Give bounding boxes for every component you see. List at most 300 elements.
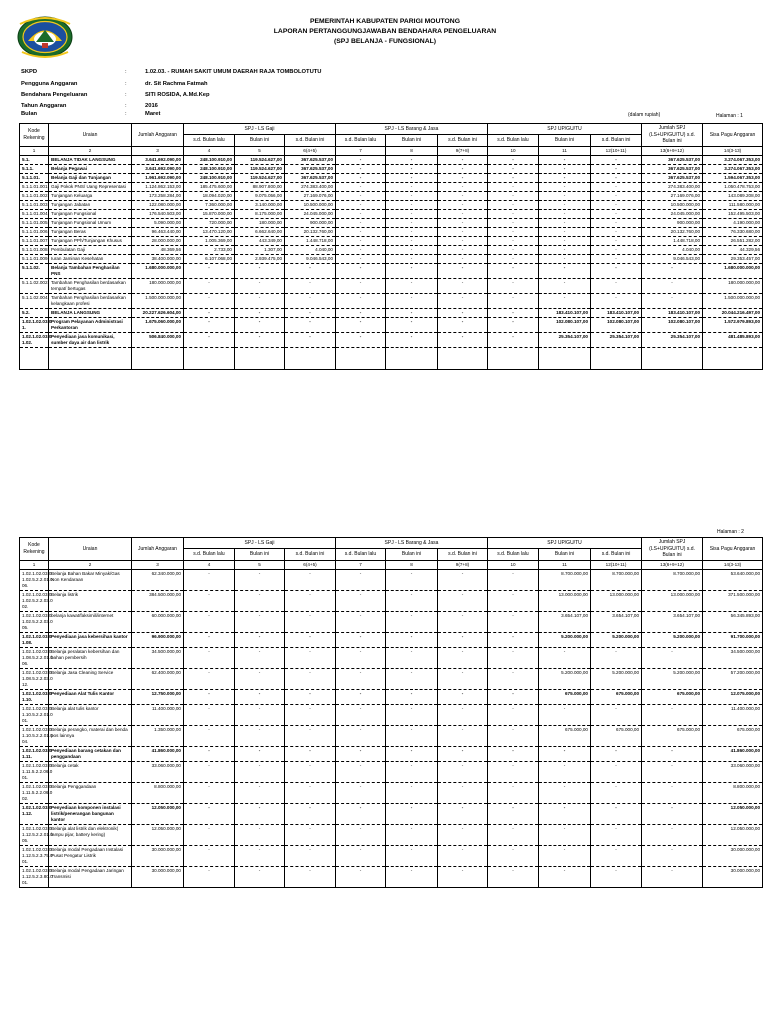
cell-amount: - [235, 726, 285, 747]
cell-amount: - [488, 690, 539, 705]
cell-amount: - [386, 633, 438, 648]
cell-amount: 5.200.000,00 [591, 633, 642, 648]
cell-amount: - [438, 165, 488, 174]
cell-amount: 119.524.627,00 [235, 174, 285, 183]
cell-amount: - [336, 648, 386, 669]
cell-kode: 5.1.1. [20, 165, 49, 174]
column-number: 6(4+5) [285, 146, 336, 156]
cell-amount: - [539, 825, 591, 846]
cell-amount: 481.485.893,00 [703, 333, 763, 348]
header-bulan-ini: Bulan ini [386, 135, 438, 146]
table-row [20, 264, 763, 279]
cell-amount: - [336, 762, 386, 783]
cell-amount: 30.000.000,00 [132, 867, 184, 888]
meta-colon: : [125, 92, 127, 98]
cell-amount: - [336, 183, 386, 192]
cell-amount: - [488, 219, 539, 228]
cell-uraian: Belanja alat tulis kantor [49, 705, 132, 726]
cell-amount: - [539, 762, 591, 783]
cell-amount: 3.654.107,00 [591, 612, 642, 633]
spj-table-page-1-body [20, 156, 763, 370]
cell-amount: - [386, 867, 438, 888]
cell-amount: - [386, 183, 438, 192]
header-anggaran: Jumlah Anggaran [132, 538, 184, 561]
cell-amount: - [386, 690, 438, 705]
column-number: 2 [49, 146, 132, 156]
heading-report-subtitle: (SPJ BELANJA - FUNGSIONAL) [333, 38, 437, 45]
cell-amount: - [184, 867, 235, 888]
cell-amount: - [184, 294, 235, 309]
cell-kode: 5.1. [20, 156, 49, 165]
cell-amount: 1.500.000.000,00 [703, 294, 763, 309]
cell-uraian: Tunjangan Jabatan [49, 201, 132, 210]
table-row [20, 219, 763, 228]
column-number: 3 [132, 560, 184, 570]
column-number: 3 [132, 146, 184, 156]
cell-amount: 248.100.910,00 [184, 156, 235, 165]
cell-amount: - [438, 690, 488, 705]
cell-amount: 8.700.000,00 [642, 570, 703, 591]
cell-kode: 5.2. [20, 309, 49, 318]
cell-amount: - [235, 591, 285, 612]
cell-amount: - [386, 726, 438, 747]
table-row [20, 783, 763, 804]
cell-amount: - [235, 294, 285, 309]
cell-amount: - [642, 264, 703, 279]
cell-amount: - [386, 318, 438, 333]
cell-amount: - [438, 264, 488, 279]
table-row [20, 210, 763, 219]
cell-amount: - [336, 201, 386, 210]
cell-amount: - [235, 690, 285, 705]
cell-amount: 28.000.000,00 [132, 237, 184, 246]
cell-amount: - [285, 867, 336, 888]
cell-amount: 143.089.208,00 [703, 192, 763, 201]
cell-amount: - [336, 747, 386, 762]
cell-amount: - [386, 309, 438, 318]
cell-amount: - [591, 867, 642, 888]
table-row [20, 333, 763, 348]
cell-amount: - [591, 804, 642, 825]
empty-cell [642, 348, 703, 370]
cell-amount: 88.907.800,00 [235, 183, 285, 192]
cell-amount: - [642, 648, 703, 669]
cell-amount: - [336, 846, 386, 867]
cell-amount: 1.448.718,00 [642, 237, 703, 246]
cell-kode: 1.02.1.02.03.0 1.12.5.2.3.80.0 01. [20, 867, 49, 888]
cell-amount: - [642, 846, 703, 867]
table-row [20, 279, 763, 294]
cell-amount: 367.625.537,00 [285, 174, 336, 183]
cell-amount: - [235, 318, 285, 333]
cell-amount: - [386, 825, 438, 846]
cell-amount: 180.000.000,00 [703, 279, 763, 294]
cell-amount: - [488, 201, 539, 210]
cell-amount: - [235, 309, 285, 318]
cell-uraian: Penyediaan jasa komunikasi, sumber daya air dan listrik [49, 333, 132, 348]
cell-amount: - [488, 867, 539, 888]
cell-kode: 1.02.1.02.03.0 1.02.5.2.2.01.0 06. [20, 570, 49, 591]
cell-uraian: Belanja Bahan Bakar Minyak/Gas Non Kendaraan [49, 570, 132, 591]
cell-amount: - [438, 570, 488, 591]
meta-colon: : [125, 103, 127, 109]
header-group-gaji: SPJ - LS Gaji [184, 124, 336, 135]
cell-amount: 102.080.107,00 [642, 318, 703, 333]
cell-amount: - [386, 294, 438, 309]
heading-report-title: LAPORAN PERTANGGUNGJAWABAN BENDAHARA PENGELUARAN [273, 28, 497, 35]
cell-uraian: Belanja perangko, materai dan benda pos lainnya [49, 726, 132, 747]
header-uraian: Uraian [49, 538, 132, 561]
cell-amount: 1.448.718,00 [285, 237, 336, 246]
cell-amount: - [386, 210, 438, 219]
column-number: 7 [336, 146, 386, 156]
cell-amount: 13.470.120,00 [184, 228, 235, 237]
cell-amount: - [285, 294, 336, 309]
cell-kode: 1.02.1.02.03.0 1.10.5.2.2.01.0 01. [20, 705, 49, 726]
cell-amount: - [488, 237, 539, 246]
header-bulan-ini: Bulan ini [539, 135, 591, 146]
cell-amount: - [438, 174, 488, 183]
table-row [20, 237, 763, 246]
cell-amount: - [591, 246, 642, 255]
cell-amount: - [386, 591, 438, 612]
cell-amount: - [642, 804, 703, 825]
cell-amount: - [336, 804, 386, 825]
cell-amount: - [488, 804, 539, 825]
table-row [20, 846, 763, 867]
table-row [20, 192, 763, 201]
cell-amount: 12.750.000,00 [132, 690, 184, 705]
table-row [20, 183, 763, 192]
cell-amount: 76.330.680,00 [703, 228, 763, 237]
cell-amount: 12.050.000,00 [703, 825, 763, 846]
cell-amount: 8.800.000,00 [132, 783, 184, 804]
cell-amount: 443.349,00 [235, 237, 285, 246]
cell-amount: - [488, 192, 539, 201]
cell-amount: 10.500.000,00 [642, 201, 703, 210]
cell-amount: 2.939.475,00 [235, 255, 285, 264]
cell-uraian: Iuran Jaminan Kesehatan [49, 255, 132, 264]
meta-value: dr. Sit Rachma Fatmah [145, 81, 208, 87]
cell-amount: - [438, 210, 488, 219]
cell-amount: 20.132.760,00 [285, 228, 336, 237]
cell-amount: - [235, 804, 285, 825]
column-number: 4 [184, 146, 235, 156]
cell-amount: 33.060.000,00 [132, 762, 184, 783]
cell-amount: - [184, 726, 235, 747]
page-number-1: Halaman : 1 [716, 113, 743, 119]
cell-amount: - [184, 279, 235, 294]
cell-amount: - [539, 201, 591, 210]
cell-amount: 20.227.626.604,00 [132, 309, 184, 318]
cell-amount: - [438, 333, 488, 348]
column-number: 8 [386, 560, 438, 570]
cell-amount: 3.274.067.353,00 [703, 165, 763, 174]
cell-amount: - [539, 210, 591, 219]
cell-amount: - [642, 783, 703, 804]
cell-amount: 1.961.692.090,00 [132, 174, 184, 183]
cell-amount: 27.169.076,00 [642, 192, 703, 201]
empty-table-row [20, 348, 763, 370]
cell-uraian: Pembulatan Gaji [49, 246, 132, 255]
cell-amount: - [235, 279, 285, 294]
cell-amount: 384.500.000,00 [132, 591, 184, 612]
cell-kode: 5.1.1.01.004. [20, 210, 49, 219]
cell-amount: 41.860.000,00 [703, 747, 763, 762]
column-number: 5 [235, 146, 285, 156]
header-sd-bulan-ini: s.d. Bulan ini [285, 135, 336, 146]
cell-amount: 183.410.107,00 [539, 309, 591, 318]
cell-amount: - [591, 183, 642, 192]
cell-amount: 1.500.000.000,00 [132, 294, 184, 309]
table-row [20, 591, 763, 612]
cell-amount: - [336, 705, 386, 726]
cell-uraian: Belanja Jasa Cleaning Service [49, 669, 132, 690]
cell-amount: - [438, 762, 488, 783]
cell-amount: 274.383.400,00 [285, 183, 336, 192]
cell-amount: 3.274.067.353,00 [703, 156, 763, 165]
cell-amount: - [285, 690, 336, 705]
cell-amount: - [285, 612, 336, 633]
cell-amount: 18.094.020,00 [184, 192, 235, 201]
cell-amount: 12.050.000,00 [132, 825, 184, 846]
header-sd-bulan-lalu: s.d. Bulan lalu [336, 135, 386, 146]
cell-amount: - [438, 246, 488, 255]
cell-amount: - [488, 705, 539, 726]
empty-cell [386, 348, 438, 370]
cell-amount: - [336, 633, 386, 648]
cell-amount: 48.369,56 [132, 246, 184, 255]
cell-kode: 5.1.1.01.002. [20, 192, 49, 201]
cell-amount: - [336, 255, 386, 264]
cell-amount: - [184, 318, 235, 333]
cell-uraian: Tunjangan Beras [49, 228, 132, 237]
cell-amount: - [591, 783, 642, 804]
cell-amount: 62.340.000,00 [132, 570, 184, 591]
cell-amount: 111.580.000,00 [703, 201, 763, 210]
cell-uraian: Belanja modal Pengadaan Jaringan Transmisi [49, 867, 132, 888]
header-kode: Kode Rekening [20, 538, 49, 561]
cell-amount: - [438, 192, 488, 201]
cell-amount: - [438, 648, 488, 669]
cell-amount: 30.000.000,00 [703, 846, 763, 867]
cell-kode: 1.02.1.02.03.0 1.10.5.2.2.01.0 04. [20, 726, 49, 747]
cell-amount: 9.046.543,00 [285, 255, 336, 264]
cell-amount: - [488, 726, 539, 747]
cell-amount: - [386, 783, 438, 804]
cell-amount: - [336, 279, 386, 294]
cell-amount: - [539, 183, 591, 192]
cell-amount: 185.475.600,00 [184, 183, 235, 192]
cell-amount: - [285, 747, 336, 762]
table-row [20, 201, 763, 210]
cell-amount: - [488, 591, 539, 612]
cell-amount: 38.400.000,00 [132, 255, 184, 264]
header-sd-bulan-lalu: s.d. Bulan lalu [488, 549, 539, 560]
cell-amount: - [184, 309, 235, 318]
cell-amount: 1.680.000.000,00 [132, 264, 184, 279]
header-sd-bulan-lalu: s.d. Bulan lalu [184, 135, 235, 146]
cell-amount: - [591, 174, 642, 183]
cell-amount: - [285, 804, 336, 825]
cell-amount: - [184, 570, 235, 591]
cell-amount: 13.000.000,00 [642, 591, 703, 612]
cell-amount: 12.075.000,00 [703, 690, 763, 705]
empty-cell [20, 348, 49, 370]
cell-amount: 56.345.893,00 [703, 612, 763, 633]
cell-amount: 180.000.000,00 [132, 279, 184, 294]
cell-amount: - [184, 690, 235, 705]
cell-amount: - [642, 825, 703, 846]
cell-kode: 1.02.1.02.03.0 1.11.5.2.2.06.0 02. [20, 783, 49, 804]
column-number: 12(10+11) [591, 146, 642, 156]
cell-amount: 367.625.537,00 [642, 165, 703, 174]
cell-amount: - [336, 333, 386, 348]
cell-amount: 675.000,00 [703, 726, 763, 747]
cell-amount: - [488, 246, 539, 255]
cell-amount: 1.005.369,00 [184, 237, 235, 246]
cell-amount: - [184, 633, 235, 648]
cell-uraian: Penyediaan barang cetakan dan penggandaan [49, 747, 132, 762]
cell-amount: - [488, 747, 539, 762]
meta-label: Bulan [21, 111, 38, 117]
cell-amount: - [184, 612, 235, 633]
cell-amount: 13.000.000,00 [539, 591, 591, 612]
cell-amount: 1.675.060.000,00 [132, 318, 184, 333]
cell-amount: 25.354.107,00 [642, 333, 703, 348]
cell-amount: - [386, 255, 438, 264]
cell-amount: - [235, 264, 285, 279]
cell-amount: 26.551.282,00 [703, 237, 763, 246]
header-bulan-ini: Bulan ini [386, 549, 438, 560]
cell-amount: - [488, 669, 539, 690]
cell-amount: - [386, 762, 438, 783]
cell-kode: 5.1.1.02. [20, 264, 49, 279]
cell-amount: - [488, 165, 539, 174]
meta-label: Bendahara Pengeluaran [21, 92, 88, 98]
cell-amount: - [539, 228, 591, 237]
cell-amount: - [386, 705, 438, 726]
cell-uraian: Tambahan Penghasilan berdasarkan tempat/ bertugas [49, 279, 132, 294]
cell-uraian: Belanja cetak [49, 762, 132, 783]
cell-amount: 176.540.503,00 [132, 210, 184, 219]
cell-amount: 274.383.400,00 [642, 183, 703, 192]
cell-amount: 5.200.000,00 [642, 633, 703, 648]
header-sd-bulan-ini: s.d. Bulan ini [285, 549, 336, 560]
cell-amount: 53.640.000,00 [703, 570, 763, 591]
column-number: 10 [488, 146, 539, 156]
table-row [20, 612, 763, 633]
table-row [20, 705, 763, 726]
cell-amount: - [438, 156, 488, 165]
cell-uraian: Tambahan Penghasilan berdasarkan kelangkaan profesi [49, 294, 132, 309]
cell-amount: 248.100.910,00 [184, 165, 235, 174]
cell-amount: 3.140.000,00 [235, 201, 285, 210]
meta-label: Pengguna Anggaran [21, 81, 78, 87]
header-group-gaji: SPJ - LS Gaji [184, 538, 336, 549]
cell-amount: 900.000,00 [285, 219, 336, 228]
cell-amount: - [235, 705, 285, 726]
cell-amount: - [642, 762, 703, 783]
column-number: 1 [20, 146, 49, 156]
header-group-up-gu-tu: SPJ UP/GU/TU [488, 538, 642, 549]
cell-amount: - [438, 309, 488, 318]
cell-amount: - [184, 591, 235, 612]
cell-amount: 119.524.627,00 [235, 165, 285, 174]
cell-amount: - [386, 174, 438, 183]
cell-amount: 5.200.000,00 [539, 669, 591, 690]
header-group-barang-jasa: SPJ - LS Barang & Jasa [336, 124, 488, 135]
cell-amount: - [438, 783, 488, 804]
cell-amount: - [488, 825, 539, 846]
cell-amount: - [336, 867, 386, 888]
cell-kode: 1.02.1.02.03.0 1.08. [20, 633, 49, 648]
column-number: 14(3-13) [703, 146, 763, 156]
cell-amount: - [336, 726, 386, 747]
cell-amount: 12.050.000,00 [132, 804, 184, 825]
cell-amount: - [285, 279, 336, 294]
cell-amount: - [184, 648, 235, 669]
table-row [20, 825, 763, 846]
cell-amount: 675.000,00 [539, 726, 591, 747]
cell-kode: 1.02.1.02.03.0 1.10. [20, 690, 49, 705]
currency-unit-note: (dalam rupiah) [628, 112, 661, 118]
cell-amount: - [336, 192, 386, 201]
cell-amount: 7.360.000,00 [184, 201, 235, 210]
header-sd-bulan-ini: s.d. Bulan ini [591, 549, 642, 560]
cell-amount: - [336, 156, 386, 165]
column-number: 8 [386, 146, 438, 156]
cell-amount: - [235, 333, 285, 348]
cell-amount: 25.354.107,00 [591, 333, 642, 348]
table-row [20, 762, 763, 783]
cell-amount: 20.044.216.497,00 [703, 309, 763, 318]
table-row [20, 165, 763, 174]
cell-amount: - [539, 783, 591, 804]
cell-amount: - [336, 264, 386, 279]
cell-amount: 10.500.000,00 [285, 201, 336, 210]
cell-amount: 91.700.000,00 [703, 633, 763, 648]
empty-cell [235, 348, 285, 370]
header-kode: Kode Rekening [20, 124, 49, 147]
cell-amount: - [184, 762, 235, 783]
cell-amount: - [285, 570, 336, 591]
cell-amount: 4.190.000,00 [703, 219, 763, 228]
cell-amount: - [488, 183, 539, 192]
cell-amount: - [539, 747, 591, 762]
heading-government: PEMERINTAH KABUPATEN PARIGI MOUTONG [309, 18, 461, 25]
cell-amount: 6.107.068,00 [184, 255, 235, 264]
meta-label: SKPD [21, 69, 38, 75]
cell-amount: 5.090.000,00 [132, 219, 184, 228]
cell-amount: - [438, 183, 488, 192]
table-row [20, 294, 763, 309]
empty-cell [438, 348, 488, 370]
cell-amount: - [438, 237, 488, 246]
cell-kode: 5.1.1.01.007. [20, 237, 49, 246]
cell-amount: - [184, 705, 235, 726]
cell-kode: 1.02.1.02.03.0 1.12. [20, 804, 49, 825]
column-number: 6(4+5) [285, 560, 336, 570]
cell-amount: 60.000.000,00 [132, 612, 184, 633]
cell-amount: - [386, 156, 438, 165]
cell-amount: - [285, 846, 336, 867]
cell-amount: - [235, 648, 285, 669]
cell-amount: - [386, 201, 438, 210]
cell-amount: - [285, 705, 336, 726]
cell-amount: - [285, 309, 336, 318]
cell-amount: - [285, 648, 336, 669]
